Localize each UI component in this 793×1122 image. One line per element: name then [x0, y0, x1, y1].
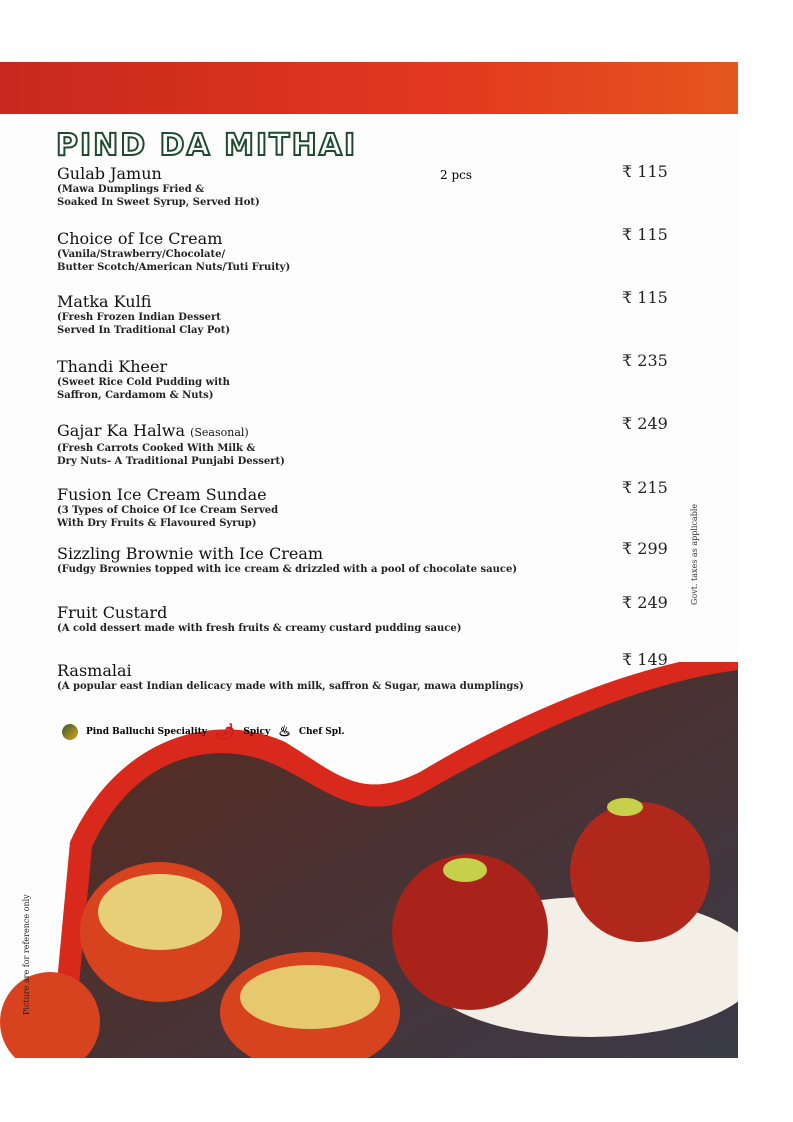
item-price: ₹ 215: [622, 478, 668, 497]
menu-item: [57, 229, 290, 274]
item-name: Gulab Jamun: [57, 164, 162, 183]
item-desc: Dry Nuts- A Traditional Punjabi Dessert): [57, 456, 285, 467]
menu-item: [57, 661, 524, 693]
item-desc: (Fresh Carrots Cooked With Milk &: [57, 443, 256, 454]
item-desc: (Vanila/Strawberry/Chocolate/: [57, 249, 226, 260]
legend-chef: Chef Spl.: [298, 726, 345, 737]
item-name: Matka Kulfi: [57, 292, 152, 311]
item-price: ₹ 115: [622, 288, 668, 307]
item-price: ₹ 149: [622, 650, 668, 669]
item-desc: Served In Traditional Clay Pot): [57, 325, 231, 336]
legend-spicy: Spicy: [243, 726, 271, 737]
item-price: ₹ 115: [622, 225, 668, 244]
menu-item: [57, 421, 285, 468]
speciality-icon: [62, 724, 78, 740]
menu-item: [57, 485, 278, 530]
item-name: Rasmalai: [57, 661, 132, 680]
picture-note: Picture are for reference only: [22, 894, 31, 1015]
item-price: ₹ 299: [622, 539, 668, 558]
menu-item: [57, 544, 517, 576]
item-desc: With Dry Fruits & Flavoured Syrup): [57, 518, 257, 529]
menu-page: [0, 62, 738, 1058]
item-desc: (Sweet Rice Cold Pudding with: [57, 377, 230, 388]
item-name: Fruit Custard: [57, 603, 168, 622]
menu-item: [57, 164, 260, 209]
item-name: Gajar Ka Halwa: [57, 421, 185, 440]
item-price: ₹ 249: [622, 414, 668, 433]
item-desc: Soaked In Sweet Syrup, Served Hot): [57, 197, 260, 208]
item-name: Choice of Ice Cream: [57, 229, 223, 248]
header-bar: [0, 62, 738, 114]
item-name: Fusion Ice Cream Sundae: [57, 485, 267, 504]
item-price: ₹ 115: [622, 162, 668, 181]
item-price: ₹ 235: [622, 351, 668, 370]
item-desc: Saffron, Cardamom & Nuts): [57, 390, 214, 401]
item-note: (Seasonal): [190, 426, 249, 439]
item-name: Thandi Kheer: [57, 357, 168, 376]
section-title: PIND DA MITHAI: [56, 128, 358, 163]
legend-speciality: Pind Balluchi Speciality: [86, 726, 208, 737]
item-desc: (Fresh Frozen Indian Dessert: [57, 312, 221, 323]
item-qty: 2 pcs: [440, 168, 473, 182]
item-desc: Butter Scotch/American Nuts/Tuti Fruity): [57, 262, 291, 273]
taxes-note: Govt. taxes as applicable: [690, 503, 699, 605]
item-desc: (A popular east Indian delicacy made with milk, saffron & Sugar, mawa dumplings): [57, 681, 524, 692]
item-desc: (A cold dessert made with fresh fruits & creamy custard pudding sauce): [57, 623, 462, 634]
item-name: Sizzling Brownie with Ice Cream: [57, 544, 324, 563]
item-desc: (Fudgy Brownies topped with ice cream & drizzled with a pool of chocolate sauce): [57, 564, 518, 575]
item-price: ₹ 249: [622, 593, 668, 612]
chili-icon: 🌶: [215, 722, 236, 741]
menu-item: [57, 357, 230, 402]
menu-item: [57, 603, 461, 635]
item-desc: (3 Types of Choice Of Ice Cream Served: [57, 505, 279, 516]
menu-item: [57, 292, 230, 337]
item-desc: (Mawa Dumplings Fried &: [57, 184, 205, 195]
legend: [62, 722, 345, 741]
chef-hat-icon: ♨: [278, 723, 291, 740]
